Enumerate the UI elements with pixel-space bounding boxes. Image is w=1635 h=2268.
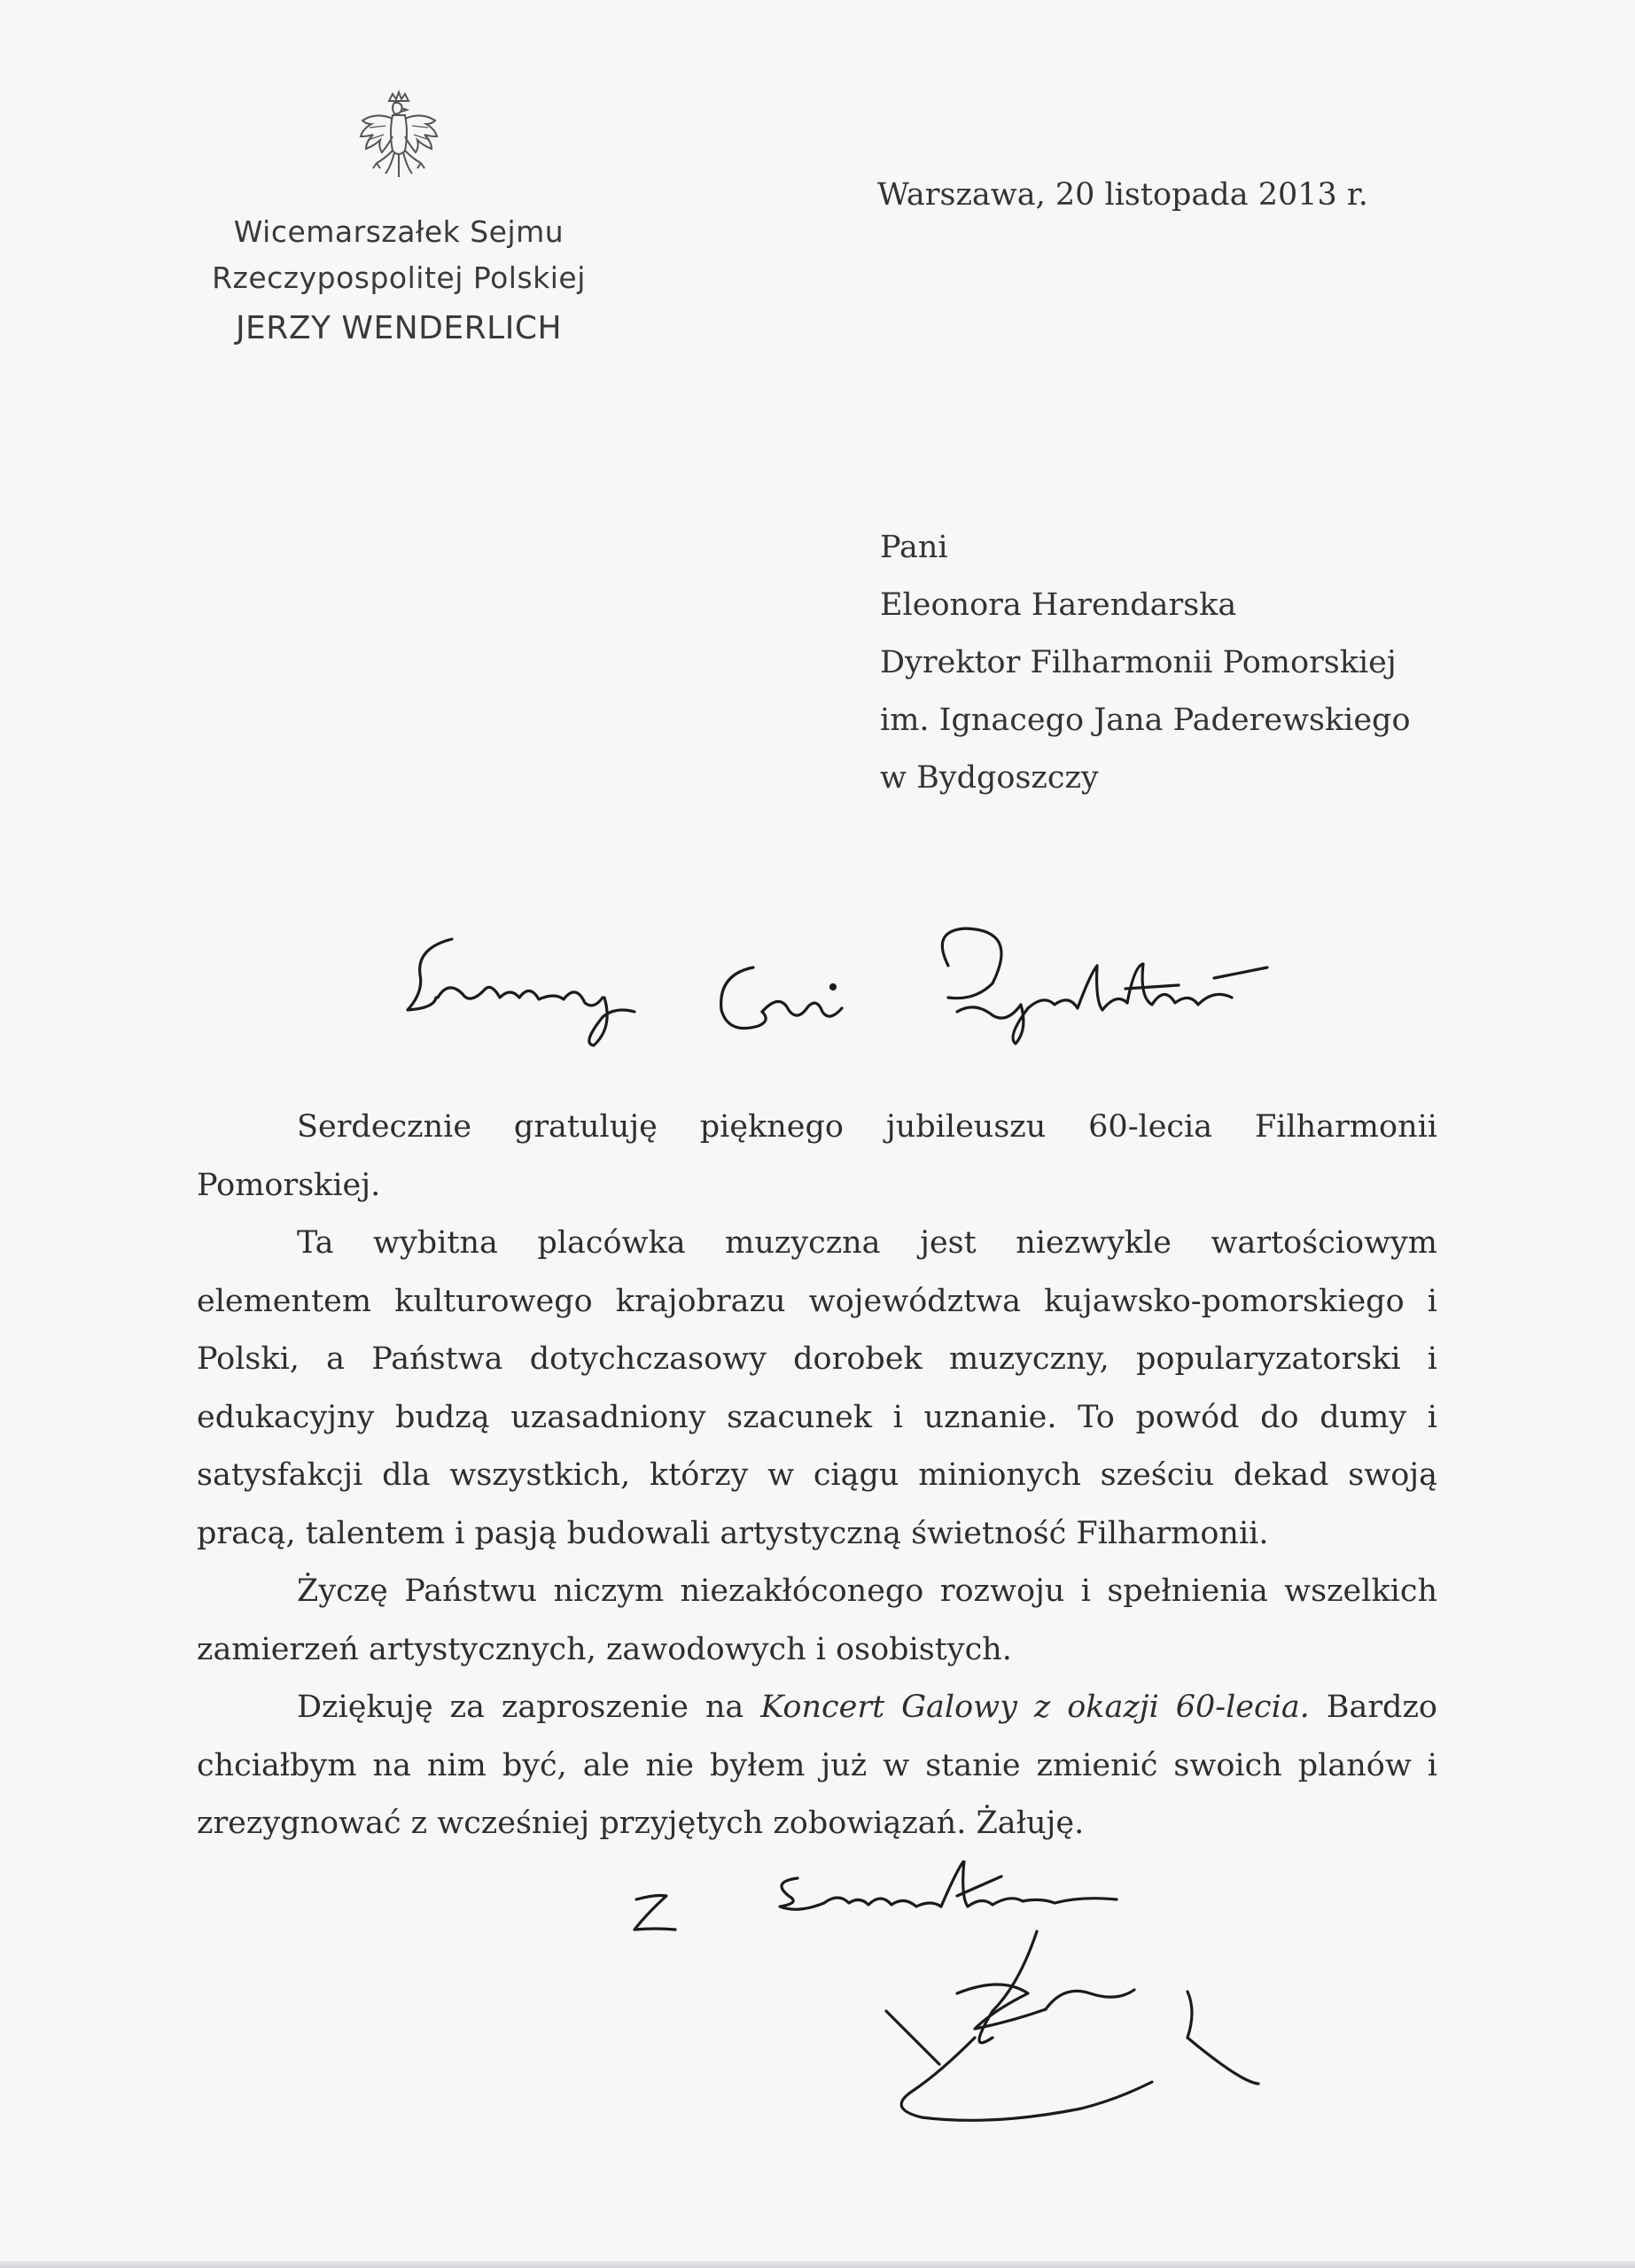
recipient-line: w Bydgoszczy xyxy=(880,760,1099,796)
letterhead xyxy=(133,89,665,346)
letterhead-title-line2: Rzeczypospolitej Polskiej xyxy=(212,260,586,295)
recipient-address xyxy=(880,519,1411,807)
letter-date: Warszawa, 20 listopada 2013 r. xyxy=(877,177,1368,213)
letterhead-name: JERZY WENDERLICH xyxy=(235,310,563,346)
handwritten-closing-signature xyxy=(620,1860,1347,2135)
handwritten-salutation xyxy=(381,913,1391,1081)
recipient-name: Eleonora Harendarska xyxy=(880,587,1237,623)
body-paragraph: Życzę Państwu niczym niezakłóconego rozwoju i spełnienia wszelkich zamierzeń artystycznych, zawodowych i osobistych. xyxy=(197,1573,1437,1667)
body-text: Dziękuję za zaproszenie na xyxy=(297,1689,761,1725)
concert-title: Koncert Galowy z okazji 60-lecia. xyxy=(760,1689,1310,1725)
recipient-line: im. Ignacego Jana Paderewskiego xyxy=(880,703,1411,738)
body-paragraph: Serdecznie gratuluję pięknego jubileuszu 60-lecia Filharmonii Pomorskiej. xyxy=(197,1109,1437,1203)
polish-eagle-emblem-icon xyxy=(350,89,448,195)
scan-edge xyxy=(0,2261,1635,2268)
letterhead-title-line1: Wicemarszałek Sejmu xyxy=(233,214,564,249)
recipient-line: Pani xyxy=(880,530,948,565)
letter-body xyxy=(197,1099,1437,1853)
body-paragraph: Ta wybitna placówka muzyczna jest niezwykle wartościowym elementem kulturowego krajobrazu województwa kujawsko-pomorskiego i Polski, a Państwa dotychczasowy dorobek muzyczny, popularyzatorski i edukacyjny budzą uzasadniony szacunek i uznanie. To powód do dumy i satysfakcji dla wszystkich, którzy w ciągu minionych sześciu dekad swoją pracą, talentem i pasją budowali artystyczną świetność Filharmonii. xyxy=(197,1225,1437,1551)
body-text: Bardzo chciałbym na nim być, ale nie byłem już w stanie zmienić swoich planów i zrezygnować z wcześniej przyjętych zobowiązań. Żałuję. xyxy=(197,1689,1437,1841)
recipient-line: Dyrektor Filharmonii Pomorskiej xyxy=(880,645,1397,680)
body-paragraph xyxy=(197,1679,1437,1853)
